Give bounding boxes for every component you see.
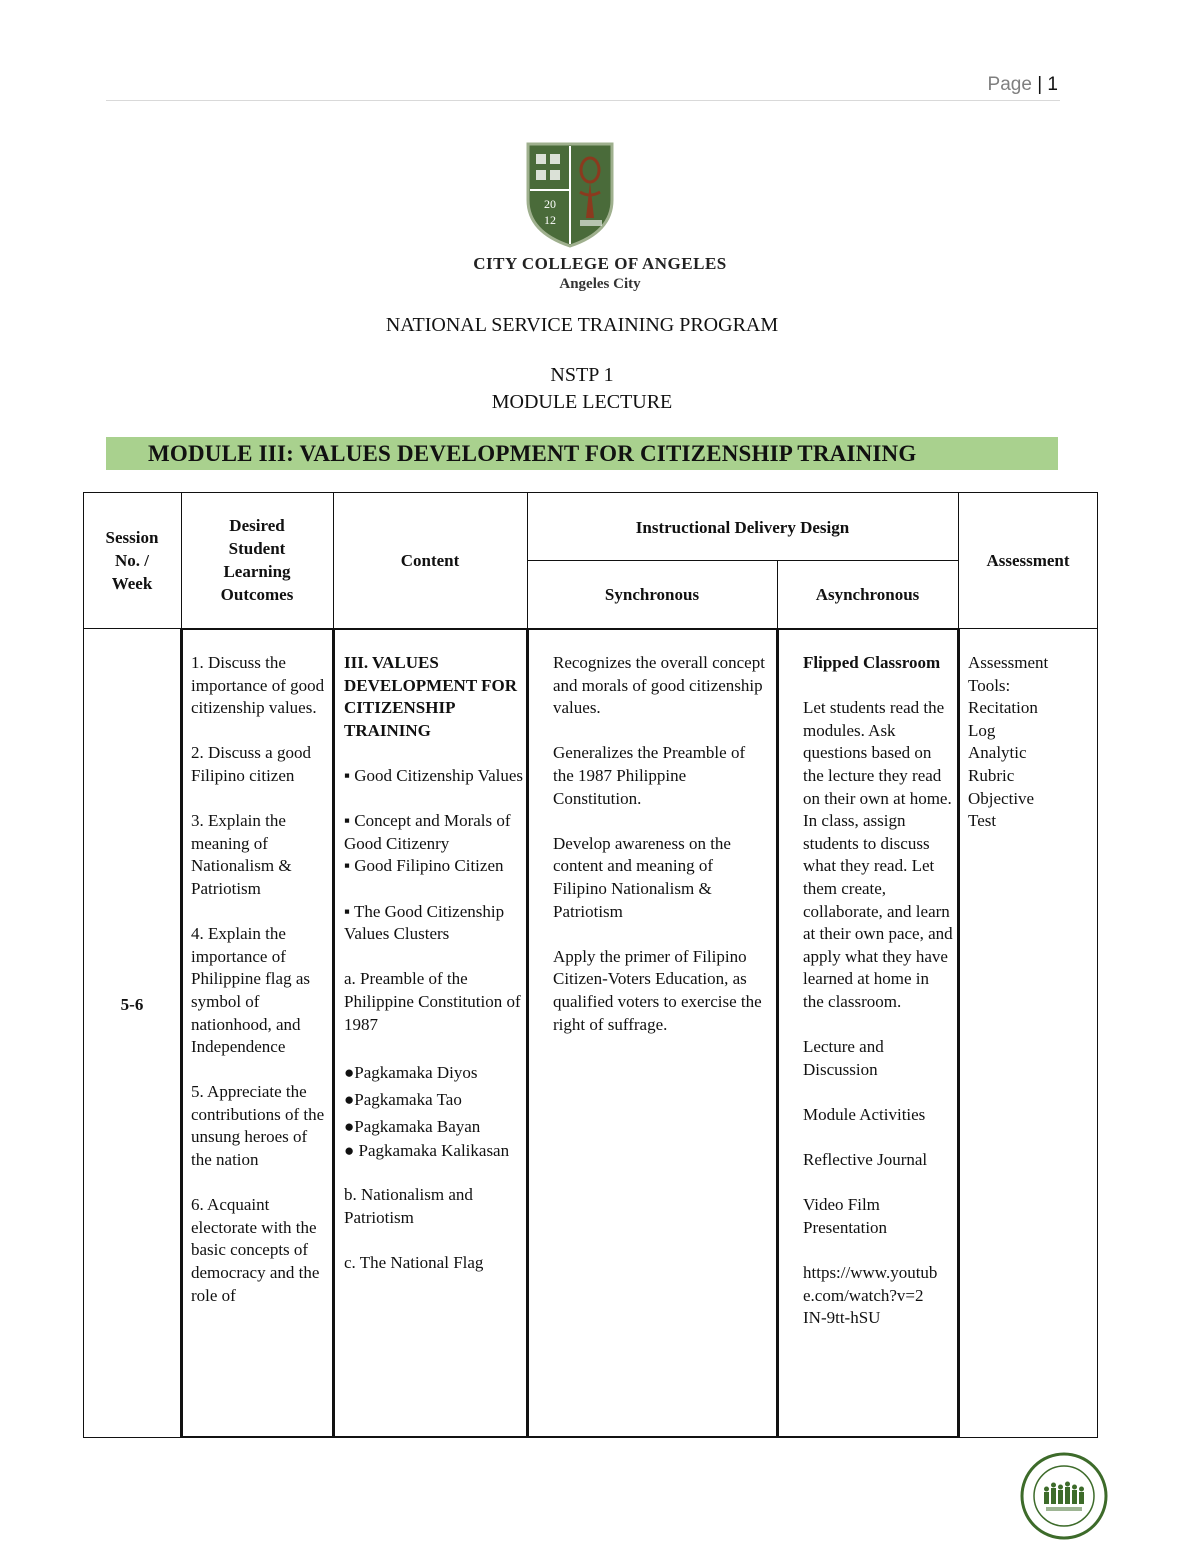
assessment-line: Rubric <box>968 765 1015 785</box>
assessment-line: Objective <box>968 788 1035 808</box>
header-asynchronous: Asynchronous <box>815 584 920 604</box>
asynchronous-list <box>803 652 953 1330</box>
content-item: ▪ Good Filipino Citizen <box>344 856 504 876</box>
content-heading: III. VALUES DEVELOPMENT FOR CITIZENSHIP TRAINING <box>344 653 518 740</box>
outcomes-list <box>191 652 327 1330</box>
assessment-line: Assessment <box>968 653 1049 672</box>
asynchronous-item: Reflective Journal <box>803 1150 928 1170</box>
col-divider-thick <box>957 628 960 1438</box>
col-divider-thick <box>332 628 335 1438</box>
content-item: ▪ Concept and Morals of Good Citizenry <box>344 811 511 853</box>
svg-text:12: 12 <box>544 213 556 227</box>
outcome-item: 3. Explain the meaning of Nationalism & Patriotism <box>191 811 292 898</box>
assessment-list <box>968 652 1094 833</box>
content-list <box>344 652 524 1297</box>
bullet-item: ●Pagkamaka Tao <box>344 1089 462 1109</box>
synchronous-item: Generalizes the Preamble of the 1987 Philippine Constitution. <box>553 743 746 808</box>
assessment-line: Test <box>968 811 997 831</box>
outcome-item: 2. Discuss a good Filipino citizen <box>191 743 311 785</box>
header-delivery: Instructional Delivery Design <box>635 517 850 537</box>
assessment-line: Log <box>968 720 996 740</box>
bullet-item: ● Pagkamaka Kalikasan <box>344 1140 510 1160</box>
module-banner <box>106 437 1058 470</box>
outcome-item: 6. Acquaint electorate with the basic concepts of democracy and the role of <box>191 1195 320 1305</box>
content-item: a. Preamble of the Philippine Constitution of 1987 <box>344 969 521 1034</box>
content-item: ▪ Good Citizenship Values <box>344 765 524 785</box>
values-bullets <box>344 1059 524 1163</box>
asynchronous-item: Let students read the modules. Ask questions based on the lecture they read on their own at home. In class, assign students to discuss what they read. Let them create, collaborate, and learn at their own pace, and apply what they have learned at home in the classroom. <box>803 698 953 1011</box>
content-item: b. Nationalism and Patriotism <box>344 1185 473 1227</box>
header-assessment: Assessment <box>986 550 1070 570</box>
course-title: NSTP 1 <box>550 364 614 386</box>
col-divider-thick <box>776 628 779 1438</box>
page-number: Page | 1 <box>987 74 1058 95</box>
bullet-item: ●Pagkamaka Diyos <box>344 1062 478 1082</box>
session-number: 5-6 <box>120 994 144 1014</box>
col-divider-thick <box>526 628 529 1438</box>
module-title: MODULE III: VALUES DEVELOPMENT FOR CITIZENSHIP TRAINING <box>148 441 917 466</box>
document-type: MODULE LECTURE <box>491 391 673 413</box>
asynchronous-heading: Flipped Classroom <box>803 653 941 672</box>
content-item: ▪ The Good Citizenship Values Clusters <box>344 901 505 944</box>
asynchronous-item: Module Activities <box>803 1104 926 1124</box>
bullet-item: ●Pagkamaka Bayan <box>344 1116 481 1136</box>
assessment-line: Analytic <box>968 743 1027 763</box>
page-header <box>106 70 1060 101</box>
assessment-line: Tools: <box>968 675 1011 695</box>
synchronous-item: Recognizes the overall concept and morals of good citizenship values. <box>553 653 765 718</box>
outcome-item: 5. Appreciate the contributions of the unsung heroes of the nation <box>191 1082 325 1170</box>
asynchronous-item: Video Film Presentation <box>803 1195 888 1237</box>
college-city: Angeles City <box>559 276 641 292</box>
community-extension-seal <box>1020 1452 1108 1540</box>
header-outcomes: Desired Student Learning Outcomes <box>220 516 294 604</box>
header-session: Session No. / Week <box>105 527 159 593</box>
college-logo <box>524 140 616 248</box>
header-content: Content <box>400 550 460 570</box>
asynchronous-item: Lecture and Discussion <box>803 1037 884 1079</box>
assessment-line: Recitation <box>968 698 1038 718</box>
program-title: NATIONAL SERVICE TRAINING PROGRAM <box>385 314 779 336</box>
header-synchronous: Synchronous <box>604 584 700 604</box>
lesson-plan-table <box>83 492 1098 1438</box>
video-link[interactable]: https://www.youtub e.com/watch?v=2 IN-9tt-hSU <box>803 1263 938 1328</box>
synchronous-item: Apply the primer of Filipino Citizen-Voters Education, as qualified voters to exercise the right of suffrage. <box>553 946 762 1034</box>
synchronous-item: Develop awareness on the content and meaning of Filipino Nationalism & Patriotism <box>553 833 731 921</box>
outcome-item: 1. Discuss the importance of good citizenship values. <box>191 653 325 718</box>
college-name: CITY COLLEGE OF ANGELES <box>473 254 727 273</box>
outcome-item: 4. Explain the importance of Philippine flag as symbol of nationhood, and Independence <box>191 924 310 1057</box>
synchronous-list <box>553 652 769 1059</box>
content-item: c. The National Flag <box>344 1253 484 1273</box>
svg-text:20: 20 <box>544 197 556 211</box>
body-bottom-thick <box>181 1436 958 1438</box>
